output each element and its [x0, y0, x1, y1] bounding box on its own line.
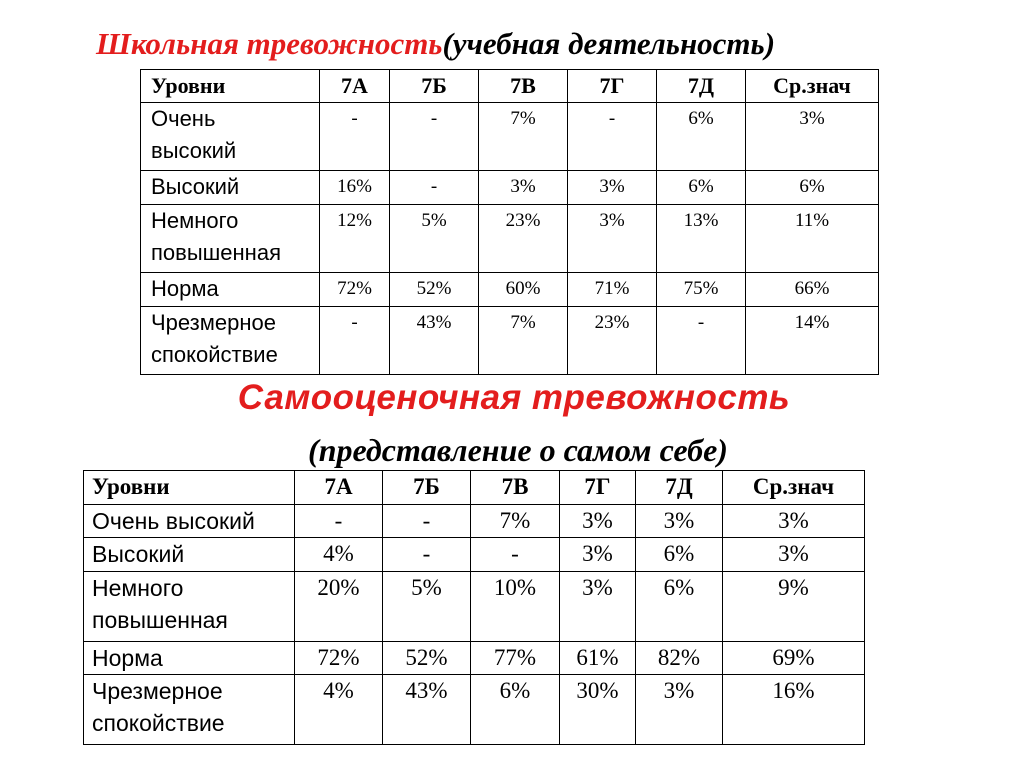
value-cell: 6% [657, 171, 746, 205]
value-cell: 16% [723, 675, 865, 745]
table-row [84, 675, 865, 745]
row-label [84, 505, 295, 538]
table-row [141, 307, 879, 375]
value-cell: 23% [568, 307, 657, 375]
value-cell: - [320, 307, 390, 375]
row-label-line: Высокий [151, 174, 240, 199]
header-cell: 7Г [560, 471, 636, 505]
value-cell: 5% [383, 572, 471, 642]
value-cell: 66% [746, 273, 879, 307]
value-cell: 16% [320, 171, 390, 205]
value-cell: 11% [746, 205, 879, 273]
value-cell: 3% [746, 103, 879, 171]
value-cell: 71% [568, 273, 657, 307]
header-cell: 7В [479, 70, 568, 103]
table-row [141, 103, 879, 171]
header-cell: 7Б [390, 70, 479, 103]
self-esteem-anxiety-table [83, 470, 865, 745]
row-label-line: спокойствие [151, 342, 278, 367]
table-row [84, 642, 865, 675]
table-row [84, 505, 865, 538]
header-cell: 7Б [383, 471, 471, 505]
value-cell: - [390, 103, 479, 171]
row-label-line: спокойствие [92, 710, 225, 736]
value-cell: 43% [390, 307, 479, 375]
row-label [84, 572, 295, 642]
value-cell: 23% [479, 205, 568, 273]
value-cell: 75% [657, 273, 746, 307]
value-cell: 3% [723, 505, 865, 538]
value-cell: - [471, 538, 560, 572]
table-header-row [84, 471, 865, 505]
value-cell: - [390, 171, 479, 205]
value-cell: 3% [723, 538, 865, 572]
value-cell: 3% [479, 171, 568, 205]
header-cell: Ср.знач [746, 70, 879, 103]
self-esteem-anxiety-title-main: Самооценочная тревожность [237, 378, 791, 417]
value-cell: 43% [383, 675, 471, 745]
value-cell: - [295, 505, 383, 538]
row-label-line: Чрезмерное [151, 310, 276, 335]
value-cell: 60% [479, 273, 568, 307]
row-label [141, 205, 320, 273]
value-cell: 3% [568, 171, 657, 205]
school-anxiety-title [96, 24, 976, 64]
value-cell: 3% [560, 505, 636, 538]
table-row [84, 572, 865, 642]
value-cell: 69% [723, 642, 865, 675]
self-esteem-anxiety-title [0, 376, 1024, 420]
value-cell: 3% [560, 572, 636, 642]
value-cell: 52% [390, 273, 479, 307]
value-cell: 3% [636, 505, 723, 538]
value-cell: 52% [383, 642, 471, 675]
row-label [141, 307, 320, 375]
row-label [141, 171, 320, 205]
table-row [141, 205, 879, 273]
value-cell: 20% [295, 572, 383, 642]
value-cell: 7% [479, 103, 568, 171]
value-cell: 4% [295, 538, 383, 572]
row-label-line: Высокий [92, 541, 185, 567]
value-cell: 3% [568, 205, 657, 273]
row-label-line: повышенная [151, 240, 281, 265]
row-label-line: Немного [151, 208, 239, 233]
row-label [141, 103, 320, 171]
value-cell: - [657, 307, 746, 375]
value-cell: 82% [636, 642, 723, 675]
row-label-line: Очень [151, 106, 216, 131]
value-cell: - [320, 103, 390, 171]
value-cell: 6% [636, 538, 723, 572]
school-anxiety-title-sub: (учебная деятельность) [442, 26, 776, 61]
header-cell: 7Д [636, 471, 723, 505]
header-cell: 7А [295, 471, 383, 505]
value-cell: 13% [657, 205, 746, 273]
value-cell: 9% [723, 572, 865, 642]
header-cell: 7Г [568, 70, 657, 103]
value-cell: - [383, 538, 471, 572]
row-label-line: высокий [151, 138, 237, 163]
value-cell: 10% [471, 572, 560, 642]
header-cell: Ср.знач [723, 471, 865, 505]
value-cell: 3% [560, 538, 636, 572]
school-anxiety-table [140, 69, 879, 375]
row-label-line: Норма [92, 645, 163, 671]
value-cell: 72% [320, 273, 390, 307]
table-row [84, 538, 865, 572]
row-label-line: Очень высокий [92, 508, 255, 534]
value-cell: 3% [636, 675, 723, 745]
value-cell: 12% [320, 205, 390, 273]
value-cell: 77% [471, 642, 560, 675]
value-cell: 7% [479, 307, 568, 375]
value-cell: 72% [295, 642, 383, 675]
value-cell: 5% [390, 205, 479, 273]
value-cell: - [383, 505, 471, 538]
row-label [141, 273, 320, 307]
table-row [141, 273, 879, 307]
row-label-line: Норма [151, 276, 219, 301]
value-cell: - [568, 103, 657, 171]
table-row [141, 171, 879, 205]
table-header-row [141, 70, 879, 103]
school-anxiety-title-main: Школьная тревожность [96, 26, 443, 61]
self-esteem-anxiety-subtitle-text: (представление о самом себе) [308, 432, 728, 468]
header-cell: Уровни [141, 70, 320, 103]
value-cell: 4% [295, 675, 383, 745]
value-cell: 6% [746, 171, 879, 205]
value-cell: 30% [560, 675, 636, 745]
self-esteem-anxiety-subtitle [0, 430, 1024, 470]
header-cell: 7А [320, 70, 390, 103]
row-label-line: Чрезмерное [92, 678, 223, 704]
row-label [84, 642, 295, 675]
row-label-line: повышенная [92, 607, 228, 633]
value-cell: 6% [657, 103, 746, 171]
header-cell: 7Д [657, 70, 746, 103]
value-cell: 6% [471, 675, 560, 745]
value-cell: 6% [636, 572, 723, 642]
value-cell: 7% [471, 505, 560, 538]
value-cell: 14% [746, 307, 879, 375]
row-label [84, 675, 295, 745]
value-cell: 61% [560, 642, 636, 675]
header-cell: 7В [471, 471, 560, 505]
row-label [84, 538, 295, 572]
row-label-line: Немного [92, 575, 184, 601]
header-cell: Уровни [84, 471, 295, 505]
